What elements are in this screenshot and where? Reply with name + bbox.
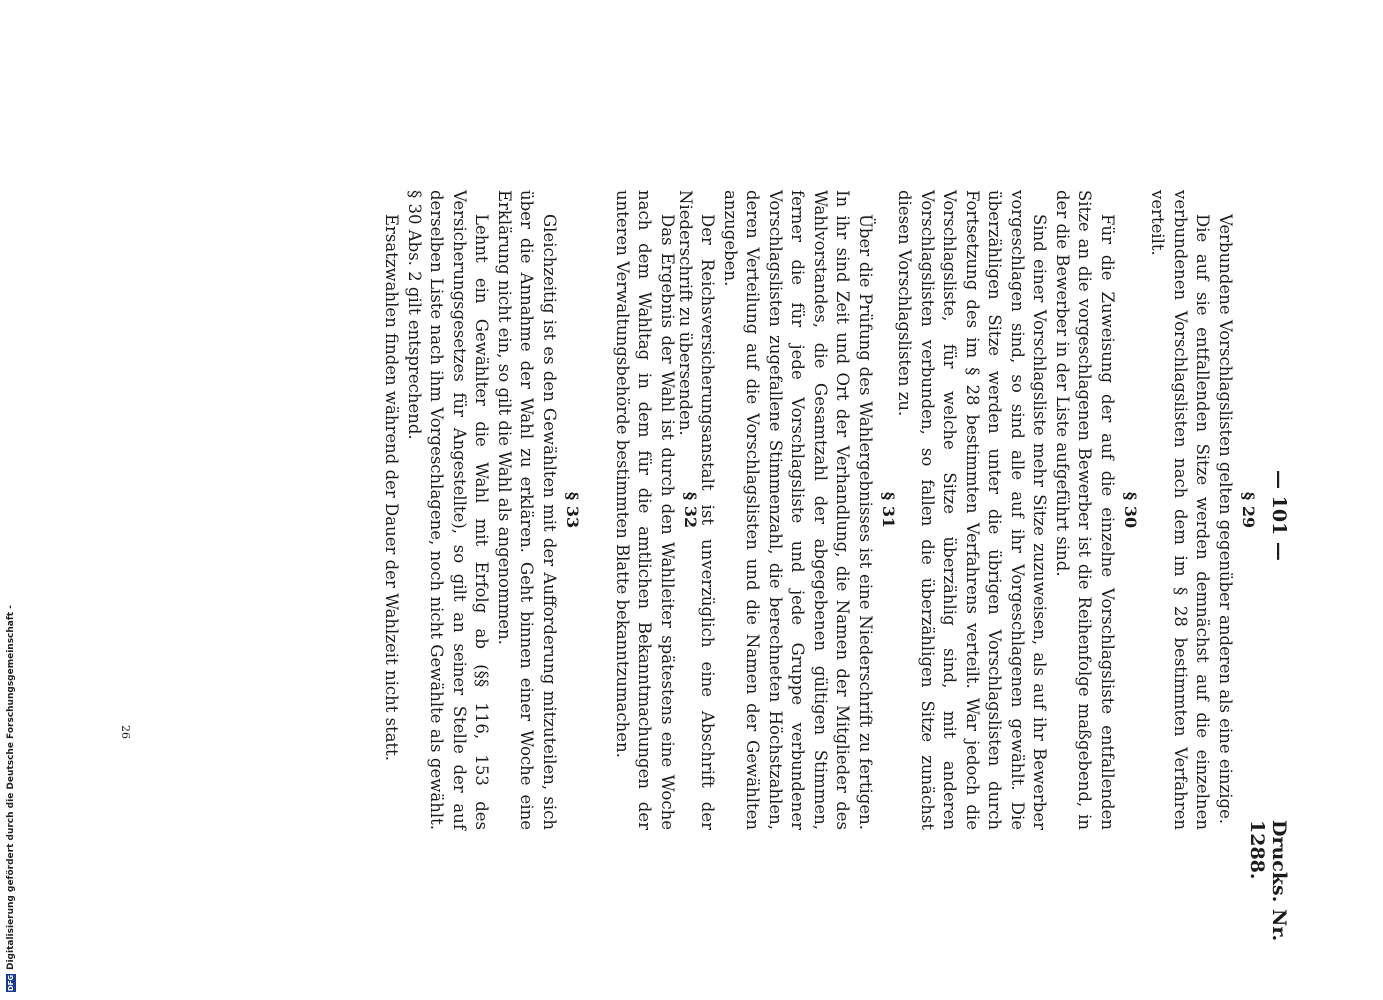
paragraph: Über die Prüfung des Wahlergebnisses ist eine Niederschrift zu fertigen. In ihr sind Zeit und Ort der Verhandlung, die Namen der Mitglieder des Wahlvorstandes, die Gesamtzahl der abgegebenen gültigen Stimmen, ferner die für jede Vorschlagsliste und jede Gruppe verbundener Vorschlagslisten zugefallene Stimmenzahl, die berechneten Höchstzahlen, deren Verteilung auf die Vorschlagslisten und die Namen der Gewählten anzugeben. <box>721 190 875 830</box>
section-heading-33: § 33 <box>563 491 582 529</box>
section-31-body <box>674 190 877 830</box>
credit-text: Digitalisierung gefördert durch die Deutsche Forschungsgemeinschaft - <box>6 605 16 970</box>
section-heading-31: § 31 <box>879 491 898 529</box>
paragraph: Verbundene Vorschlagslisten gelten gegenüber anderen als eine einzige. <box>1216 214 1235 825</box>
paragraph: Ersatzwahlen finden während der Dauer der Wahlzeit nicht statt. <box>382 214 402 762</box>
paragraph: Der Reichsversicherungsanstalt ist unverzüglich eine Abschrift der Niederschrift zu übersenden. <box>676 190 718 830</box>
footer-page-number: 26 <box>119 725 132 739</box>
dfg-logo-icon: DFG <box>7 974 15 992</box>
section-30-body <box>893 190 1118 830</box>
paragraph: Lehnt ein Gewählter die Wahl mit Erfolg ab (§§ 116, 153 des Versicherungsgesetzes für Angestellte), so gilt an seiner Stelle der auf derselben Liste nach ihm Vorgeschlagene, noch nicht Gewählte als gewählt. § 30 Abs. 2 gilt entsprechend. <box>405 190 492 830</box>
section-32-body <box>611 190 679 830</box>
paragraph: Gleichzeitig ist es den Gewählten mit der Aufforderung mitzuteilen, sich über die Annahme der Wahl zu erklären. Geht binnen einer Woche eine Erklärung nicht ein, so gilt die Wahl als angenommen. <box>495 190 559 830</box>
document-reference: Drucks. Nr. 1288. <box>1246 820 1290 942</box>
section-heading-29: § 29 <box>1239 491 1258 529</box>
section-heading-32: § 32 <box>681 491 700 529</box>
paragraph: Sind einer Vorschlagsliste mehr Sitze zuzuweisen, als auf ihr Bewerber vorgeschlagen sind, so sind alle auf ihr Vorgeschlagenen gewählt. Die überzähligen Sitze werden unter die übrigen Vorschlagslisten durch Fortsetzung des im § 28 bestimmten Verfahrens verteilt. War jedoch die Vorschlagsliste, für welche Sitze überzählig sind, mit anderen Vorschlagslisten verbunden, so fallen die überzähligen Sitze zunächst diesen Vorschlagslisten zu. <box>895 190 1050 830</box>
rotated-document-page <box>119 60 1310 960</box>
digitization-credit <box>2 592 20 992</box>
section-29-body <box>1146 190 1236 830</box>
paragraph: Die auf sie entfallenden Sitze werden demnächst auf die einzelnen verbundenen Vorschlagslisten nach dem im § 28 bestimmten Verfahren verteilt. <box>1148 190 1213 830</box>
paragraph: Das Ergebnis der Wahl ist durch den Wahlleiter spätestens eine Woche nach dem Wahltag in dem für die amtlichen Bekanntmachungen der unteren Verwaltungsbehörde bestimmten Blatte bekanntzumachen. <box>613 190 677 830</box>
paragraph: Für die Zuweisung der auf die einzelne Vorschlagsliste entfallenden Sitze an die vorgeschlagenen Bewerber ist die Reihenfolge maßgebend, in der die Bewerber in der Liste aufgeführt sind. <box>1053 190 1117 830</box>
page-number: — 101 — <box>1268 470 1290 561</box>
section-33-body <box>380 190 560 830</box>
section-heading-30: § 30 <box>1121 491 1140 529</box>
